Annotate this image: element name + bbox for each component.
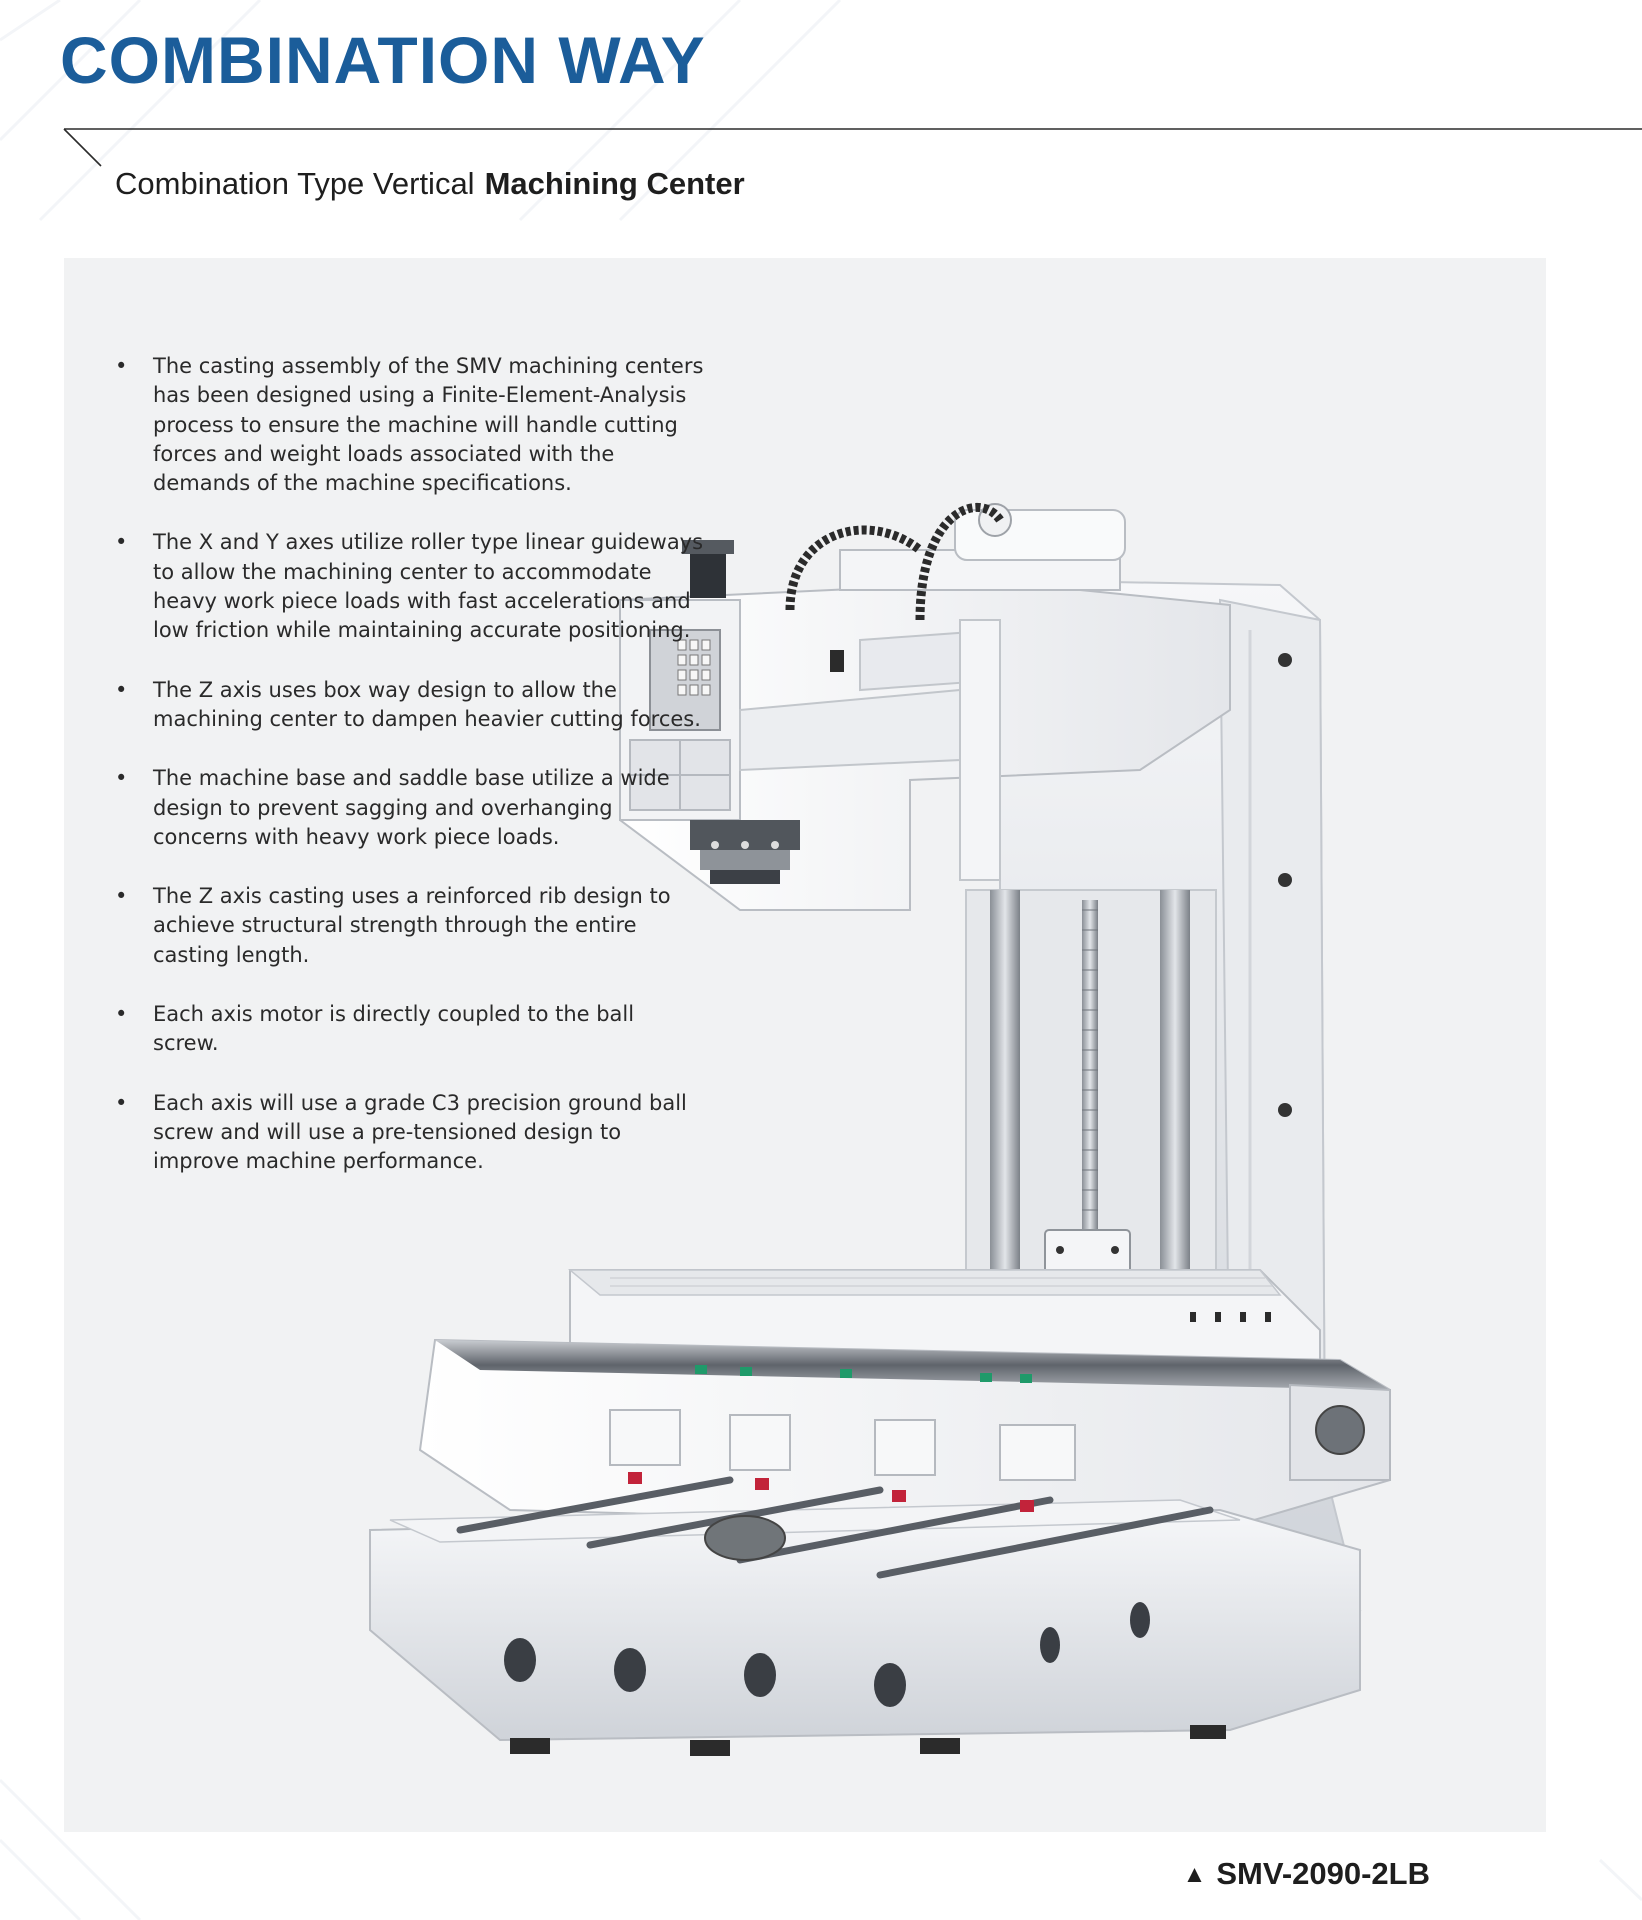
list-item: [115, 764, 705, 852]
list-item: [115, 1089, 705, 1177]
model-name: SMV-2090-2LB: [1216, 1856, 1430, 1891]
bullet-icon: •: [115, 884, 128, 909]
feature-text: Each axis will use a grade C3 precision ground ball screw and will use a pre-tensioned design to improve machine performance.: [153, 1090, 687, 1174]
bullet-icon: •: [115, 530, 128, 555]
bullet-icon: •: [115, 354, 128, 378]
model-caption: [1183, 1856, 1430, 1892]
feature-text: Each axis motor is directly coupled to the ball screw.: [153, 1002, 635, 1056]
bullet-icon: •: [115, 1090, 128, 1115]
page-subtitle: [115, 166, 745, 202]
feature-list: [115, 352, 705, 1207]
feature-text: The X and Y axes utilize roller type linear guideways to allow the machining center to accommodate heavy work piece loads with fast accelerations and low friction while maintaining accurate positioning.: [153, 530, 704, 643]
triangle-marker-icon: ▲: [1182, 1861, 1207, 1888]
list-item: [115, 352, 705, 498]
feature-text: The Z axis casting uses a reinforced rib design to achieve structural strength through the entire casting length.: [153, 884, 671, 967]
list-item: [115, 528, 705, 645]
list-item: [115, 1000, 705, 1059]
base: [370, 1472, 1360, 1756]
list-item: [115, 676, 705, 735]
subtitle-regular: Combination Type Vertical: [115, 166, 475, 201]
page-title: COMBINATION WAY: [60, 23, 706, 97]
bullet-icon: •: [115, 677, 128, 702]
feature-text: The machine base and saddle base utilize a wide design to prevent sagging and overhanging concerns with heavy work piece loads.: [153, 766, 670, 849]
bullet-icon: •: [115, 766, 128, 791]
bullet-icon: •: [115, 1002, 128, 1027]
subtitle-bold: Machining Center: [484, 166, 745, 201]
feature-text: The Z axis uses box way design to allow the machining center to dampen heavier cutting forces.: [153, 677, 701, 731]
feature-text: The casting assembly of the SMV machining centers has been designed using a Finite-Element-Analysis process to ensure the machine will handle cutting forces and weight loads associated with the demands of the machine specifications.: [153, 354, 704, 496]
list-item: [115, 882, 705, 970]
